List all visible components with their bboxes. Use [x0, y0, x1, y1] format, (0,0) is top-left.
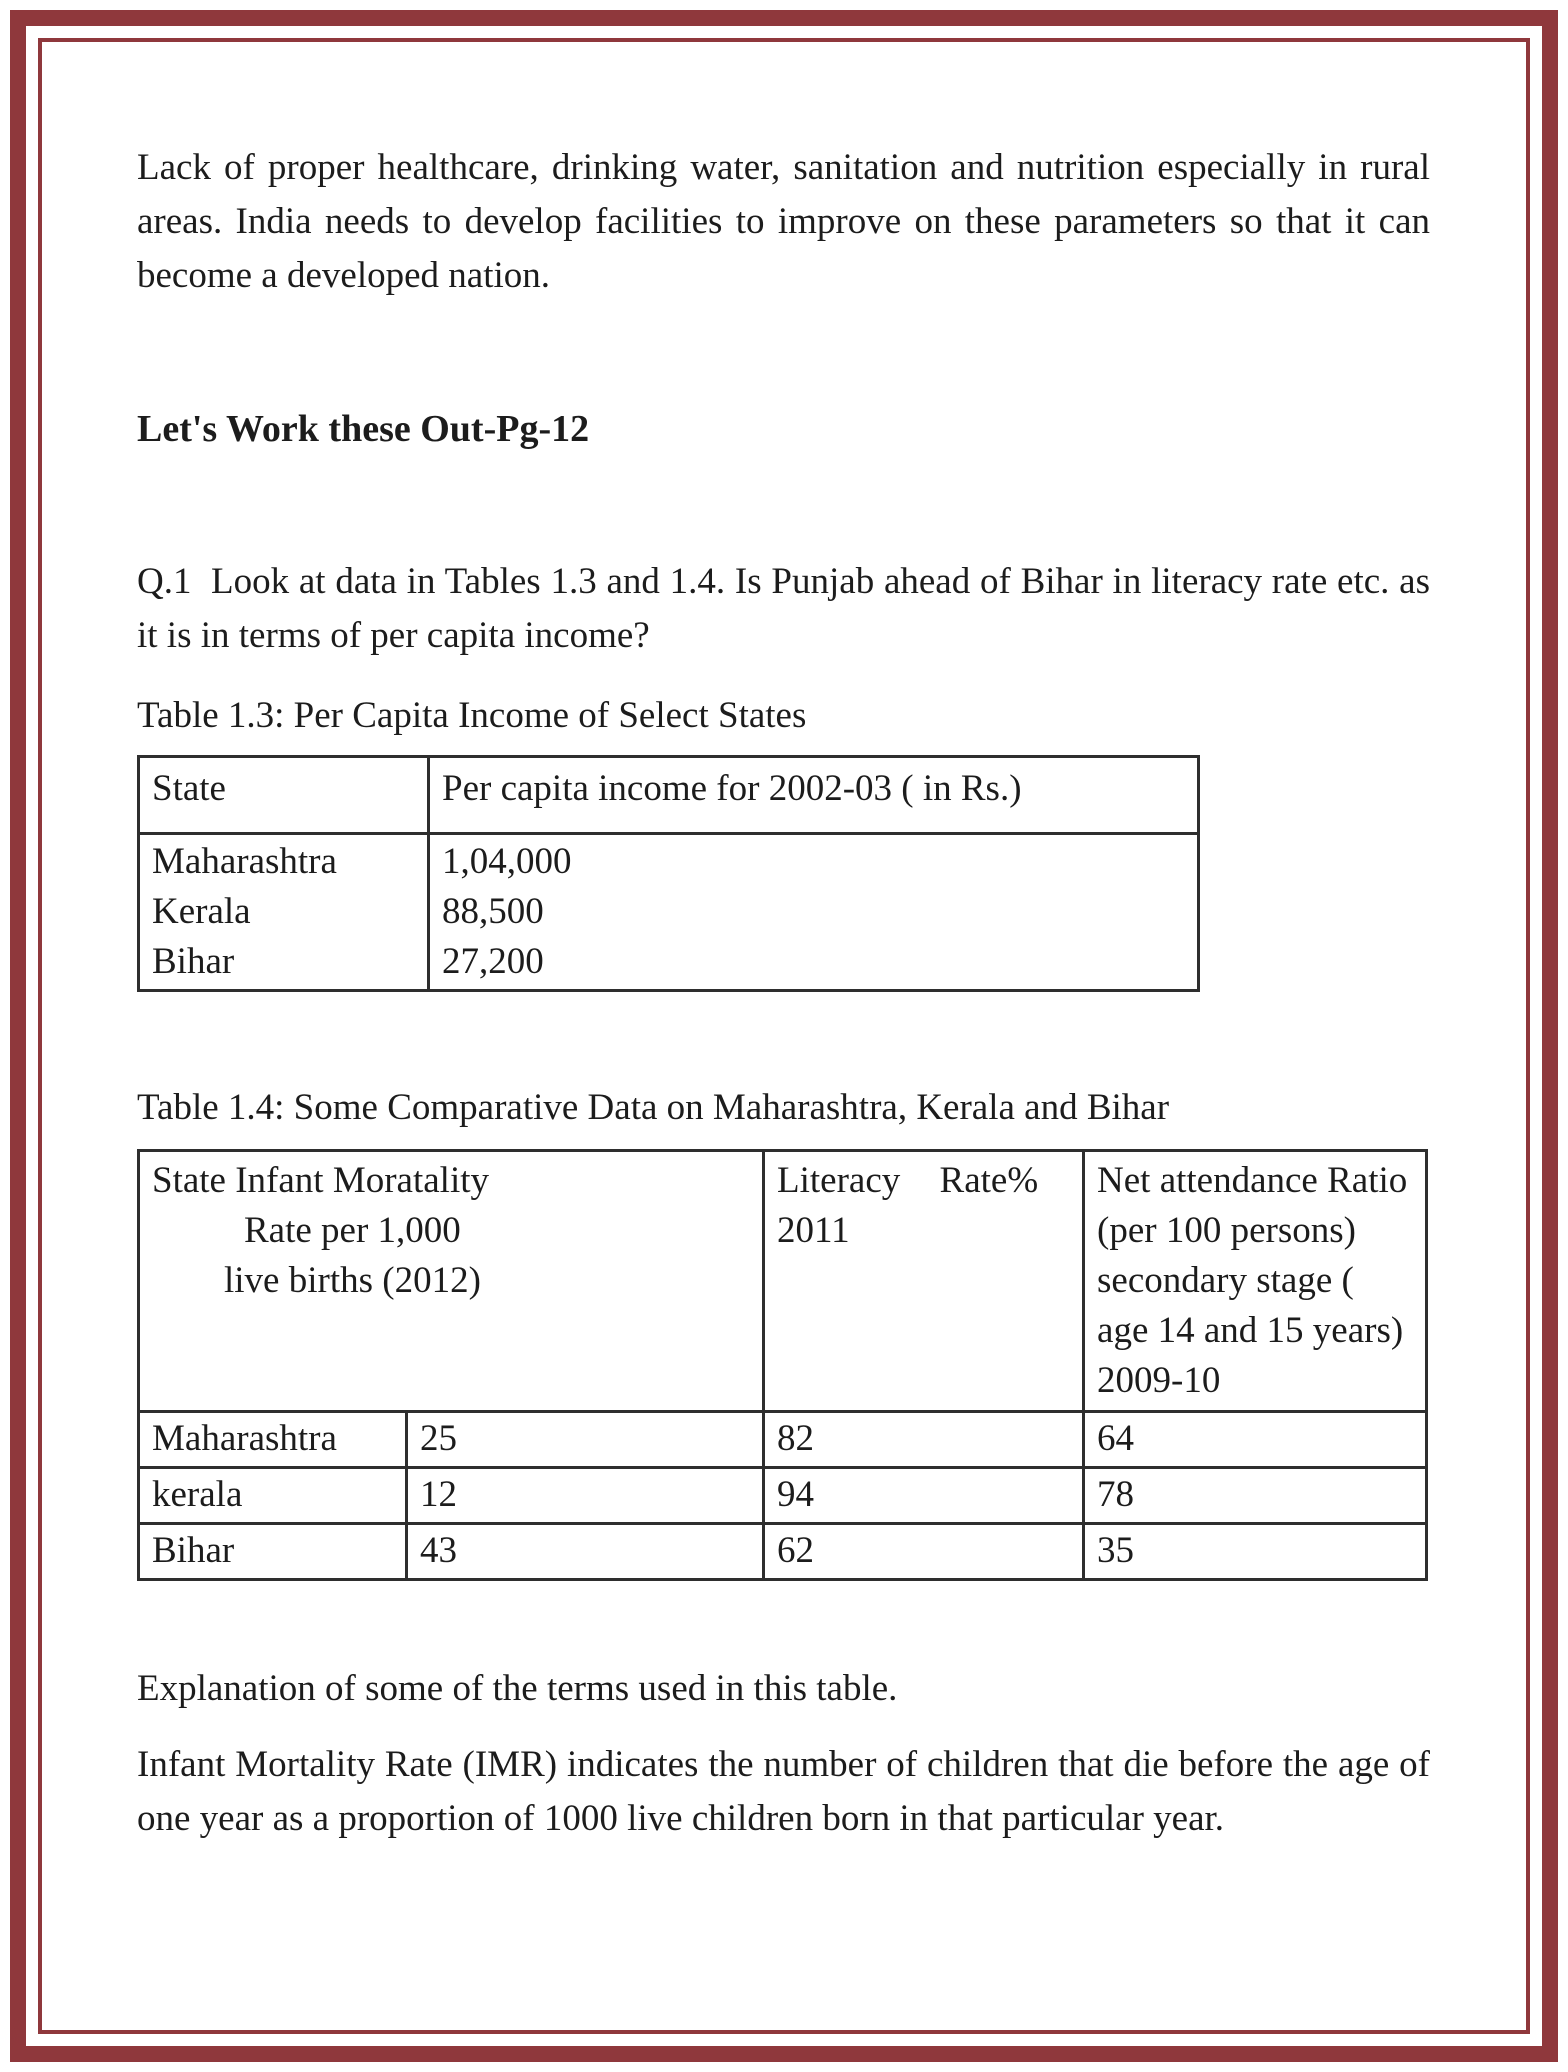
table13-header-row — [139, 757, 1199, 834]
table13-header-state: State — [139, 757, 429, 834]
document-page — [42, 42, 1526, 2030]
imr-cell: 25 — [407, 1412, 764, 1468]
question-text: Q.1 Look at data in Tables 1.3 and 1.4. Is Punjab ahead of Bihar in literacy rate etc. as it is in terms of per capita income? — [137, 561, 1430, 656]
table-1-3 — [137, 755, 1200, 992]
state-name: Kerala — [152, 891, 251, 932]
imr-definition-paragraph: Infant Mortality Rate (IMR) indicates the number of children that die before the age of one year as a proportion of 1000 live children born in that particular year. — [137, 1744, 1430, 1839]
income-value: 1,04,000 — [442, 841, 572, 882]
net-attendance-cell: 35 — [1084, 1524, 1427, 1580]
imr-cell: 43 — [407, 1524, 764, 1580]
net-attendance-cell: 64 — [1084, 1412, 1427, 1468]
state-cell: Maharashtra — [139, 1412, 407, 1468]
header-line: 2011 — [777, 1210, 850, 1251]
table13-header-income: Per capita income for 2002-03 ( in Rs.) — [429, 757, 1199, 834]
net-attendance-cell: 78 — [1084, 1468, 1427, 1524]
state-name: Bihar — [152, 941, 235, 982]
header-line: Literacy Rate% — [777, 1160, 1039, 1201]
income-value: 88,500 — [442, 891, 544, 932]
table14-caption: Table 1.4: Some Comparative Data on Maharashtra, Kerala and Bihar — [137, 1087, 1170, 1128]
header-line: State Infant Moratality — [152, 1160, 490, 1201]
header-line: Rate per 1,000 — [244, 1210, 461, 1251]
literacy-cell: 62 — [764, 1524, 1084, 1580]
state-cell: Bihar — [139, 1524, 407, 1580]
header-line: live births (2012) — [224, 1260, 481, 1301]
income-value: 27,200 — [442, 941, 544, 982]
table13-body-row — [139, 834, 1199, 991]
imr-cell: 12 — [407, 1468, 764, 1524]
table14-header-net-attendance: Net attendance Ratio (per 100 persons) secondary stage ( age 14 and 15 years) 2009-10 — [1084, 1151, 1427, 1412]
literacy-cell: 94 — [764, 1468, 1084, 1524]
literacy-cell: 82 — [764, 1412, 1084, 1468]
table14-row-kerala — [139, 1468, 1427, 1524]
table14-row-maharashtra — [139, 1412, 1427, 1468]
table13-caption: Table 1.3: Per Capita Income of Select States — [137, 695, 807, 736]
state-name: Maharashtra — [152, 841, 337, 882]
table-1-4 — [137, 1149, 1428, 1581]
table14-header-literacy — [764, 1151, 1084, 1412]
state-cell: kerala — [139, 1468, 407, 1524]
table13-income-cell — [429, 834, 1199, 991]
table14-row-bihar — [139, 1524, 1427, 1580]
table14-header-state-imr — [139, 1151, 764, 1412]
section-heading: Let's Work these Out-Pg-12 — [137, 408, 590, 450]
intro-paragraph: Lack of proper healthcare, drinking water, sanitation and nutrition especially in rural areas. India needs to develop facilities to improve on these parameters so that it can become a developed nation. — [137, 147, 1430, 296]
table13-states-cell — [139, 834, 429, 991]
explanation-text: Explanation of some of the terms used in this table. — [137, 1668, 898, 1709]
table14-header-row — [139, 1151, 1427, 1412]
